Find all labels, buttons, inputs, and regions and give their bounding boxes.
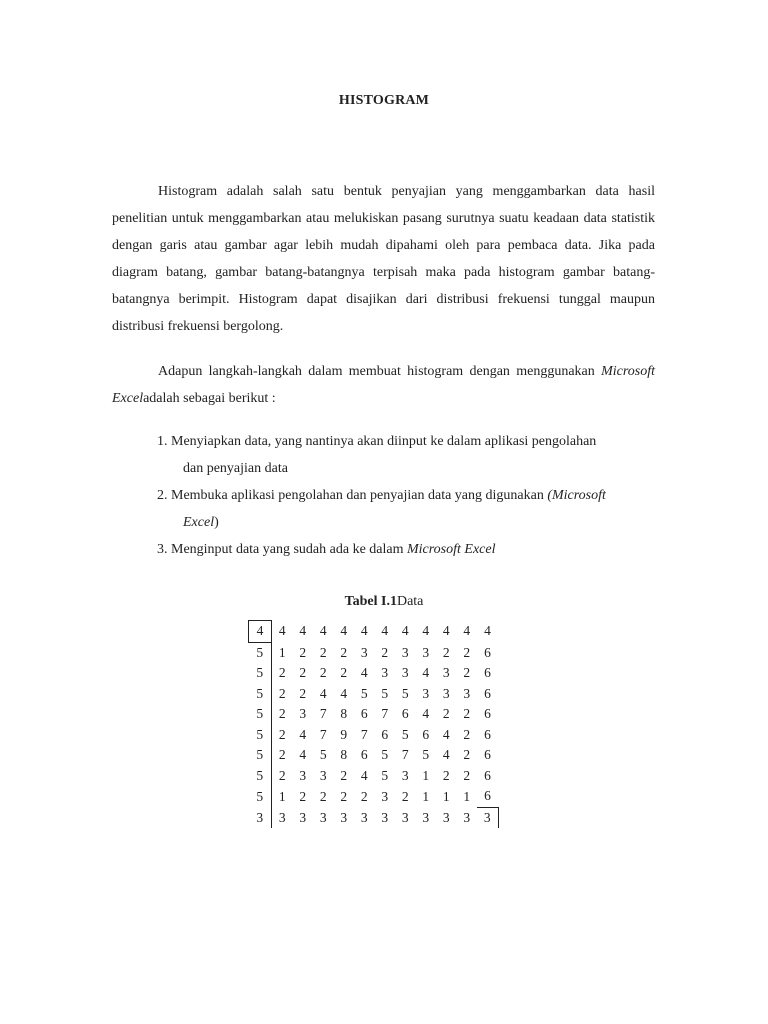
table-cell: 7 bbox=[319, 726, 327, 742]
table-cell: 3 bbox=[442, 665, 450, 681]
table-cell: 3 bbox=[381, 665, 389, 681]
table-cell: 2 bbox=[401, 788, 409, 804]
table-cell: 4 bbox=[360, 665, 368, 681]
table-cell: 3 bbox=[401, 767, 409, 783]
table-cell: 4 bbox=[442, 623, 450, 639]
table-cell: 3 bbox=[249, 807, 272, 828]
table-cell: 6 bbox=[484, 726, 491, 742]
table-cell: 3 bbox=[340, 809, 348, 825]
table-cell: 5 bbox=[401, 726, 409, 742]
table-cell: 6 bbox=[360, 706, 368, 722]
table-cell: 2 bbox=[299, 685, 307, 701]
table-cell: 2 bbox=[381, 644, 389, 660]
steps-intro-italic: Microsoft Excel bbox=[112, 364, 655, 406]
table-cell: 3 bbox=[401, 665, 409, 681]
steps-intro-end: adalah sebagai berikut : bbox=[143, 391, 276, 406]
table-cell: 6 bbox=[484, 644, 491, 660]
table-cell: 3 bbox=[401, 644, 409, 660]
table-caption-text: Data bbox=[396, 594, 424, 609]
table-cell: 3 bbox=[422, 644, 430, 660]
step-3-italic: Microsoft Excel bbox=[406, 542, 496, 557]
step-item-3 bbox=[157, 536, 655, 563]
table-cell: 2 bbox=[463, 665, 471, 681]
table-cell: 4 bbox=[484, 623, 491, 639]
table-cell: 3 bbox=[299, 706, 307, 722]
table-cell: 2 bbox=[278, 706, 286, 722]
table-cell: 5 bbox=[249, 725, 272, 746]
table-cell: 7 bbox=[319, 706, 327, 722]
table-row bbox=[249, 621, 499, 643]
table-cell: 2 bbox=[463, 706, 471, 722]
table-cell: 4 bbox=[381, 623, 389, 639]
table-cell: 2 bbox=[463, 644, 471, 660]
table-caption bbox=[0, 594, 768, 610]
table-row bbox=[249, 766, 499, 787]
table-cell: 2 bbox=[299, 665, 307, 681]
table-cell: 3 bbox=[401, 809, 409, 825]
table-cell: 4 bbox=[463, 623, 471, 639]
table-cell: 5 bbox=[422, 747, 430, 763]
table-cell: 7 bbox=[381, 706, 389, 722]
table-cell: 3 bbox=[299, 767, 307, 783]
table-cell: 2 bbox=[278, 767, 286, 783]
table-cell: 5 bbox=[381, 767, 389, 783]
table-row bbox=[249, 704, 499, 725]
table-cell: 3 bbox=[422, 685, 430, 701]
table-cell: 8 bbox=[340, 747, 348, 763]
step-1-line1: 1. Menyiapkan data, yang nantinya akan diinput ke dalam aplikasi pengolahan bbox=[157, 434, 597, 449]
table-cell: 2 bbox=[278, 685, 286, 701]
table-cell: 3 bbox=[442, 809, 450, 825]
table-cell: 2 bbox=[278, 747, 286, 763]
table-cell: 4 bbox=[360, 767, 368, 783]
table-cell: 5 bbox=[249, 642, 272, 663]
step-item-2 bbox=[157, 482, 655, 536]
table-cell: 3 bbox=[442, 685, 450, 701]
table-cell: 6 bbox=[401, 706, 409, 722]
table-cell: 2 bbox=[340, 665, 348, 681]
table-row bbox=[249, 663, 499, 684]
table-cell: 2 bbox=[442, 767, 450, 783]
table-cell: 6 bbox=[484, 665, 491, 681]
table-row bbox=[249, 684, 499, 705]
table-cell: 6 bbox=[360, 747, 368, 763]
table-cell: 4 bbox=[319, 685, 327, 701]
step-2-line2-text: ) bbox=[214, 515, 219, 530]
data-table bbox=[248, 620, 499, 828]
table-cell: 2 bbox=[340, 788, 348, 804]
table-cell: 4 bbox=[401, 623, 409, 639]
table-cell: 4 bbox=[422, 706, 430, 722]
step-item-1 bbox=[157, 428, 655, 482]
table-cell: 4 bbox=[340, 685, 348, 701]
table-cell: 3 bbox=[319, 767, 327, 783]
table-cell: 6 bbox=[484, 747, 491, 763]
steps-intro-start: Adapun langkah-langkah dalam membuat histogram dengan menggunakan bbox=[158, 364, 602, 379]
table-cell: 2 bbox=[442, 706, 450, 722]
table-cell: 5 bbox=[401, 685, 409, 701]
table-cell: 5 bbox=[381, 685, 389, 701]
table-cell: 3 bbox=[360, 809, 368, 825]
table-cell: 5 bbox=[249, 786, 272, 807]
table-cell: 3 bbox=[381, 809, 389, 825]
table-cell: 2 bbox=[319, 788, 327, 804]
table-row bbox=[249, 807, 499, 828]
table-cell: 2 bbox=[278, 726, 286, 742]
table-cell: 4 bbox=[299, 747, 307, 763]
table-cell: 1 bbox=[422, 788, 430, 804]
table-row bbox=[249, 725, 499, 746]
table-cell: 7 bbox=[401, 747, 409, 763]
table-cell: 3 bbox=[381, 788, 389, 804]
step-2-line1-italic: (Microsoft bbox=[547, 488, 606, 503]
table-cell: 4 bbox=[422, 665, 430, 681]
table-cell: 6 bbox=[422, 726, 430, 742]
table-row bbox=[249, 745, 499, 766]
table-cell: 6 bbox=[484, 767, 491, 783]
table-row bbox=[249, 642, 499, 663]
step-3-text: 3. Menginput data yang sudah ada ke dalam bbox=[157, 542, 407, 557]
table-cell: 1 bbox=[442, 788, 450, 804]
table-cell: 7 bbox=[360, 726, 368, 742]
table-cell: 2 bbox=[319, 644, 327, 660]
table-cell: 3 bbox=[477, 807, 498, 828]
table-cell: 2 bbox=[463, 747, 471, 763]
table-cell: 4 bbox=[340, 623, 348, 639]
table-cell: 2 bbox=[299, 644, 307, 660]
table-cell: 4 bbox=[360, 623, 368, 639]
table-cell: 4 bbox=[422, 623, 430, 639]
table-cell: 2 bbox=[299, 788, 307, 804]
table-cell: 3 bbox=[463, 685, 471, 701]
paragraph-definition-text: Histogram adalah salah satu bentuk penyajian yang menggambarkan data hasil penelitian untuk menggambarkan atau melukiskan pasang surutnya suatu keadaan data statistik dengan garis atau gambar agar lebih mudah dipahami oleh para pembaca data. Jika pada diagram batang, gambar batang-batangnya terpisah maka pada histogram gambar batang-batangnya berimpit. Histogram dapat disajikan dari distribusi frekuensi tunggal maupun distribusi frekuensi bergolong. bbox=[112, 184, 655, 334]
document-title: HISTOGRAM bbox=[338, 93, 430, 108]
table-cell: 4 bbox=[278, 623, 286, 639]
table-cell: 4 bbox=[299, 623, 307, 639]
table-cell: 5 bbox=[249, 663, 272, 684]
table-cell: 3 bbox=[299, 809, 307, 825]
table-cell: 4 bbox=[319, 623, 327, 639]
table-cell: 5 bbox=[249, 745, 272, 766]
step-1-line2: dan penyajian data bbox=[183, 461, 288, 476]
table-cell: 3 bbox=[319, 809, 327, 825]
table-cell: 4 bbox=[442, 726, 450, 742]
table-cell: 6 bbox=[484, 685, 491, 701]
table-cell: 2 bbox=[278, 665, 286, 681]
table-caption-label: Tabel I.1 bbox=[344, 594, 397, 609]
table-cell: 2 bbox=[319, 665, 327, 681]
table-cell: 5 bbox=[249, 704, 272, 725]
table-cell: 2 bbox=[463, 726, 471, 742]
table-cell: 3 bbox=[463, 809, 471, 825]
table-cell: 3 bbox=[360, 644, 368, 660]
table-cell: 3 bbox=[422, 809, 430, 825]
table-cell: 8 bbox=[340, 706, 348, 722]
table-cell: 6 bbox=[484, 706, 491, 722]
table-cell: 5 bbox=[381, 747, 389, 763]
table-cell: 6 bbox=[484, 788, 491, 804]
table-cell: 2 bbox=[442, 644, 450, 660]
table-cell: 1 bbox=[278, 788, 286, 804]
steps-list bbox=[157, 428, 655, 563]
paragraph-steps-intro bbox=[112, 358, 655, 412]
step-2-line2-italic: Excel bbox=[183, 515, 215, 530]
table-cell: 2 bbox=[340, 767, 348, 783]
table-cell: 9 bbox=[340, 726, 348, 742]
table-cell: 2 bbox=[340, 644, 348, 660]
table-cell: 5 bbox=[249, 766, 272, 787]
table-cell: 3 bbox=[278, 809, 286, 825]
table-cell: 1 bbox=[278, 644, 286, 660]
table-cell: 5 bbox=[360, 685, 368, 701]
table-cell: 5 bbox=[319, 747, 327, 763]
table-cell: 5 bbox=[249, 684, 272, 705]
table-row bbox=[249, 786, 499, 807]
table-cell: 1 bbox=[422, 767, 430, 783]
paragraph-definition bbox=[112, 178, 655, 340]
table-cell: 2 bbox=[360, 788, 368, 804]
table-cell: 4 bbox=[299, 726, 307, 742]
table-cell: 6 bbox=[381, 726, 389, 742]
table-cell: 2 bbox=[463, 767, 471, 783]
table-cell: 1 bbox=[463, 788, 471, 804]
step-2-line1-text: 2. Membuka aplikasi pengolahan dan penyajian data yang digunakan bbox=[157, 488, 548, 503]
table-cell: 4 bbox=[249, 621, 272, 643]
table-cell: 4 bbox=[442, 747, 450, 763]
